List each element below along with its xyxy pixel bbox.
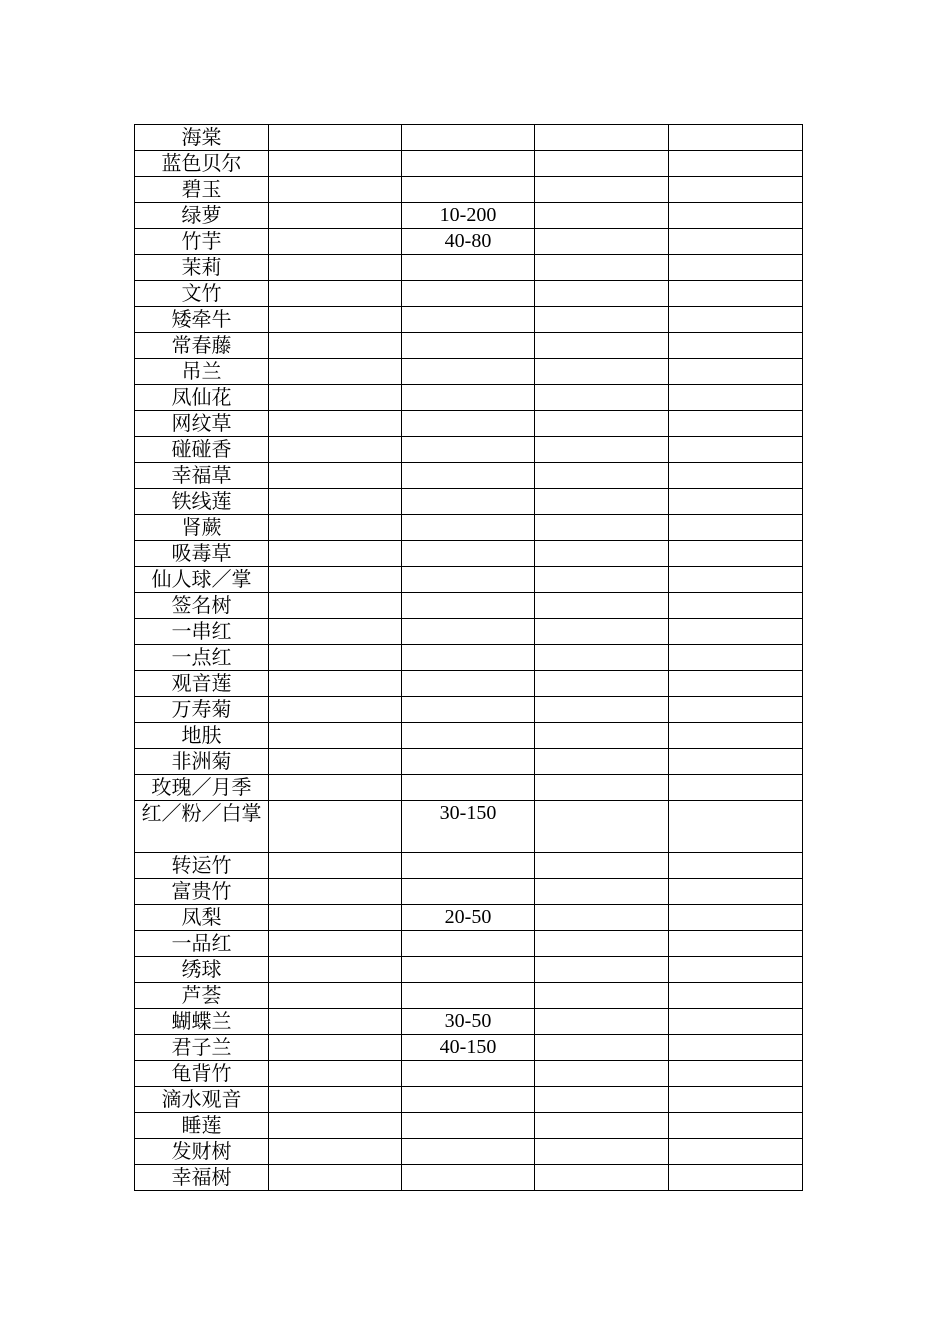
price-range-cell: 30-150 — [402, 801, 535, 853]
empty-cell — [669, 307, 803, 333]
price-range-cell — [402, 593, 535, 619]
price-range-cell: 20-50 — [402, 905, 535, 931]
empty-cell — [269, 905, 402, 931]
empty-cell — [269, 1087, 402, 1113]
empty-cell — [669, 775, 803, 801]
empty-cell — [535, 437, 669, 463]
empty-cell — [669, 177, 803, 203]
table-row — [135, 541, 803, 567]
empty-cell — [535, 333, 669, 359]
empty-cell — [535, 1113, 669, 1139]
empty-cell — [269, 203, 402, 229]
empty-cell — [269, 489, 402, 515]
price-range-cell — [402, 125, 535, 151]
empty-cell — [535, 775, 669, 801]
plant-name-cell: 网纹草 — [135, 411, 269, 437]
empty-cell — [669, 411, 803, 437]
empty-cell — [269, 775, 402, 801]
empty-cell — [535, 489, 669, 515]
empty-cell — [535, 229, 669, 255]
table-row — [135, 125, 803, 151]
empty-cell — [535, 125, 669, 151]
plant-name-cell: 绣球 — [135, 957, 269, 983]
empty-cell — [535, 1165, 669, 1191]
table-row — [135, 255, 803, 281]
plant-name-cell: 吸毒草 — [135, 541, 269, 567]
table-row — [135, 1009, 803, 1035]
empty-cell — [535, 879, 669, 905]
empty-cell — [669, 203, 803, 229]
plant-name-cell: 非洲菊 — [135, 749, 269, 775]
plant-name-cell: 发财树 — [135, 1139, 269, 1165]
empty-cell — [269, 1009, 402, 1035]
price-range-cell — [402, 515, 535, 541]
table-row — [135, 1087, 803, 1113]
price-range-cell — [402, 1113, 535, 1139]
price-range-cell — [402, 359, 535, 385]
table-row — [135, 853, 803, 879]
empty-cell — [269, 645, 402, 671]
empty-cell — [269, 151, 402, 177]
table-row — [135, 567, 803, 593]
empty-cell — [535, 1009, 669, 1035]
price-range-cell — [402, 957, 535, 983]
table-row — [135, 775, 803, 801]
plant-name-cell: 吊兰 — [135, 359, 269, 385]
empty-cell — [535, 307, 669, 333]
plant-name-cell: 矮牵牛 — [135, 307, 269, 333]
price-range-cell: 30-50 — [402, 1009, 535, 1035]
empty-cell — [669, 463, 803, 489]
table-row — [135, 437, 803, 463]
empty-cell — [669, 489, 803, 515]
price-range-cell — [402, 879, 535, 905]
table-row — [135, 801, 803, 853]
table-row — [135, 489, 803, 515]
empty-cell — [669, 619, 803, 645]
price-range-cell — [402, 411, 535, 437]
empty-cell — [269, 229, 402, 255]
empty-cell — [669, 515, 803, 541]
empty-cell — [535, 749, 669, 775]
price-range-cell — [402, 671, 535, 697]
plant-name-cell: 一串红 — [135, 619, 269, 645]
empty-cell — [269, 333, 402, 359]
empty-cell — [269, 385, 402, 411]
price-range-cell: 40-150 — [402, 1035, 535, 1061]
plant-name-cell: 滴水观音 — [135, 1087, 269, 1113]
empty-cell — [269, 541, 402, 567]
empty-cell — [535, 203, 669, 229]
price-range-cell: 40-80 — [402, 229, 535, 255]
price-range-cell — [402, 489, 535, 515]
empty-cell — [535, 905, 669, 931]
empty-cell — [669, 229, 803, 255]
plant-name-cell: 凤仙花 — [135, 385, 269, 411]
plant-name-cell: 凤梨 — [135, 905, 269, 931]
plant-name-cell: 碧玉 — [135, 177, 269, 203]
table-row — [135, 1035, 803, 1061]
price-range-cell — [402, 749, 535, 775]
plant-name-cell: 蝴蝶兰 — [135, 1009, 269, 1035]
empty-cell — [535, 645, 669, 671]
empty-cell — [669, 281, 803, 307]
empty-cell — [669, 671, 803, 697]
table-body — [135, 125, 803, 1191]
empty-cell — [269, 619, 402, 645]
table-row — [135, 749, 803, 775]
plant-name-cell: 富贵竹 — [135, 879, 269, 905]
empty-cell — [669, 983, 803, 1009]
empty-cell — [669, 333, 803, 359]
empty-cell — [269, 1113, 402, 1139]
plant-name-cell: 绿萝 — [135, 203, 269, 229]
empty-cell — [535, 1139, 669, 1165]
empty-cell — [535, 593, 669, 619]
empty-cell — [269, 801, 402, 853]
empty-cell — [535, 541, 669, 567]
plant-name-cell: 常春藤 — [135, 333, 269, 359]
table-row — [135, 593, 803, 619]
price-range-cell — [402, 853, 535, 879]
empty-cell — [669, 255, 803, 281]
empty-cell — [535, 801, 669, 853]
table-row — [135, 203, 803, 229]
empty-cell — [535, 567, 669, 593]
table-row — [135, 229, 803, 255]
plant-name-cell: 龟背竹 — [135, 1061, 269, 1087]
price-range-cell — [402, 1061, 535, 1087]
empty-cell — [535, 1035, 669, 1061]
price-range-cell — [402, 645, 535, 671]
empty-cell — [669, 801, 803, 853]
empty-cell — [669, 1009, 803, 1035]
empty-cell — [669, 1061, 803, 1087]
empty-cell — [669, 905, 803, 931]
price-range-cell — [402, 333, 535, 359]
empty-cell — [269, 671, 402, 697]
empty-cell — [269, 1061, 402, 1087]
table-row — [135, 333, 803, 359]
price-range-cell — [402, 385, 535, 411]
price-range-cell — [402, 437, 535, 463]
empty-cell — [669, 1035, 803, 1061]
plant-name-cell: 碰碰香 — [135, 437, 269, 463]
price-range-cell — [402, 151, 535, 177]
plant-name-cell: 签名树 — [135, 593, 269, 619]
table-row — [135, 645, 803, 671]
empty-cell — [669, 931, 803, 957]
table-row — [135, 957, 803, 983]
empty-cell — [269, 281, 402, 307]
empty-cell — [535, 619, 669, 645]
table-row — [135, 619, 803, 645]
table-row — [135, 931, 803, 957]
price-range-cell — [402, 307, 535, 333]
table-row — [135, 281, 803, 307]
empty-cell — [269, 749, 402, 775]
empty-cell — [269, 567, 402, 593]
table-row — [135, 463, 803, 489]
empty-cell — [535, 931, 669, 957]
plant-name-cell: 观音莲 — [135, 671, 269, 697]
empty-cell — [535, 151, 669, 177]
empty-cell — [269, 1139, 402, 1165]
plant-name-cell: 文竹 — [135, 281, 269, 307]
table-row — [135, 723, 803, 749]
empty-cell — [269, 957, 402, 983]
price-range-cell — [402, 931, 535, 957]
price-range-cell — [402, 1087, 535, 1113]
plant-name-cell: 睡莲 — [135, 1113, 269, 1139]
table-row — [135, 1061, 803, 1087]
empty-cell — [535, 515, 669, 541]
empty-cell — [669, 541, 803, 567]
empty-cell — [669, 1087, 803, 1113]
plant-name-cell: 万寿菊 — [135, 697, 269, 723]
table-row — [135, 1139, 803, 1165]
empty-cell — [669, 723, 803, 749]
empty-cell — [269, 1035, 402, 1061]
empty-cell — [669, 879, 803, 905]
plant-name-cell: 海棠 — [135, 125, 269, 151]
empty-cell — [269, 515, 402, 541]
empty-cell — [535, 697, 669, 723]
empty-cell — [535, 281, 669, 307]
empty-cell — [535, 1087, 669, 1113]
empty-cell — [669, 567, 803, 593]
empty-cell — [269, 411, 402, 437]
price-range-cell — [402, 177, 535, 203]
empty-cell — [269, 723, 402, 749]
table-row — [135, 151, 803, 177]
empty-cell — [535, 853, 669, 879]
empty-cell — [269, 463, 402, 489]
empty-cell — [269, 1165, 402, 1191]
empty-cell — [669, 437, 803, 463]
plant-name-cell: 竹芋 — [135, 229, 269, 255]
plant-name-cell: 蓝色贝尔 — [135, 151, 269, 177]
price-range-cell — [402, 1139, 535, 1165]
price-range-cell — [402, 723, 535, 749]
empty-cell — [269, 931, 402, 957]
empty-cell — [669, 697, 803, 723]
empty-cell — [269, 177, 402, 203]
price-range-cell: 10-200 — [402, 203, 535, 229]
empty-cell — [269, 437, 402, 463]
table-row — [135, 879, 803, 905]
empty-cell — [535, 385, 669, 411]
empty-cell — [669, 749, 803, 775]
table-row — [135, 905, 803, 931]
plant-name-cell: 一品红 — [135, 931, 269, 957]
empty-cell — [535, 411, 669, 437]
table-row — [135, 177, 803, 203]
price-range-cell — [402, 983, 535, 1009]
empty-cell — [269, 983, 402, 1009]
plant-name-cell: 仙人球／掌 — [135, 567, 269, 593]
plant-name-cell: 地肤 — [135, 723, 269, 749]
price-range-cell — [402, 619, 535, 645]
plant-name-cell: 玫瑰／月季 — [135, 775, 269, 801]
empty-cell — [535, 177, 669, 203]
empty-cell — [669, 359, 803, 385]
empty-cell — [269, 593, 402, 619]
table-row — [135, 983, 803, 1009]
price-range-cell — [402, 255, 535, 281]
empty-cell — [535, 255, 669, 281]
empty-cell — [669, 1165, 803, 1191]
empty-cell — [669, 593, 803, 619]
empty-cell — [269, 853, 402, 879]
plant-name-cell: 君子兰 — [135, 1035, 269, 1061]
table-row — [135, 515, 803, 541]
empty-cell — [669, 385, 803, 411]
plant-name-cell: 转运竹 — [135, 853, 269, 879]
empty-cell — [535, 359, 669, 385]
plant-name-cell: 铁线莲 — [135, 489, 269, 515]
empty-cell — [669, 151, 803, 177]
empty-cell — [269, 255, 402, 281]
empty-cell — [669, 1139, 803, 1165]
plant-name-cell: 茉莉 — [135, 255, 269, 281]
price-range-cell — [402, 541, 535, 567]
plant-name-cell: 芦荟 — [135, 983, 269, 1009]
empty-cell — [269, 307, 402, 333]
plant-name-cell: 幸福草 — [135, 463, 269, 489]
empty-cell — [535, 723, 669, 749]
price-range-cell — [402, 775, 535, 801]
empty-cell — [669, 645, 803, 671]
empty-cell — [535, 463, 669, 489]
price-range-cell — [402, 567, 535, 593]
empty-cell — [535, 1061, 669, 1087]
price-range-cell — [402, 1165, 535, 1191]
empty-cell — [269, 359, 402, 385]
empty-cell — [269, 125, 402, 151]
plant-name-cell: 红／粉／白掌 — [135, 801, 269, 853]
table-row — [135, 359, 803, 385]
table-row — [135, 1113, 803, 1139]
table-row — [135, 385, 803, 411]
table-row — [135, 307, 803, 333]
empty-cell — [669, 125, 803, 151]
plant-name-cell: 一点红 — [135, 645, 269, 671]
empty-cell — [535, 671, 669, 697]
empty-cell — [269, 697, 402, 723]
plant-price-table — [134, 124, 803, 1191]
empty-cell — [269, 879, 402, 905]
table-row — [135, 411, 803, 437]
empty-cell — [669, 957, 803, 983]
table-row — [135, 1165, 803, 1191]
empty-cell — [535, 983, 669, 1009]
empty-cell — [669, 1113, 803, 1139]
plant-name-cell: 肾蕨 — [135, 515, 269, 541]
empty-cell — [669, 853, 803, 879]
empty-cell — [535, 957, 669, 983]
price-range-cell — [402, 463, 535, 489]
table-row — [135, 671, 803, 697]
plant-name-cell: 幸福树 — [135, 1165, 269, 1191]
price-range-cell — [402, 281, 535, 307]
table-row — [135, 697, 803, 723]
price-range-cell — [402, 697, 535, 723]
